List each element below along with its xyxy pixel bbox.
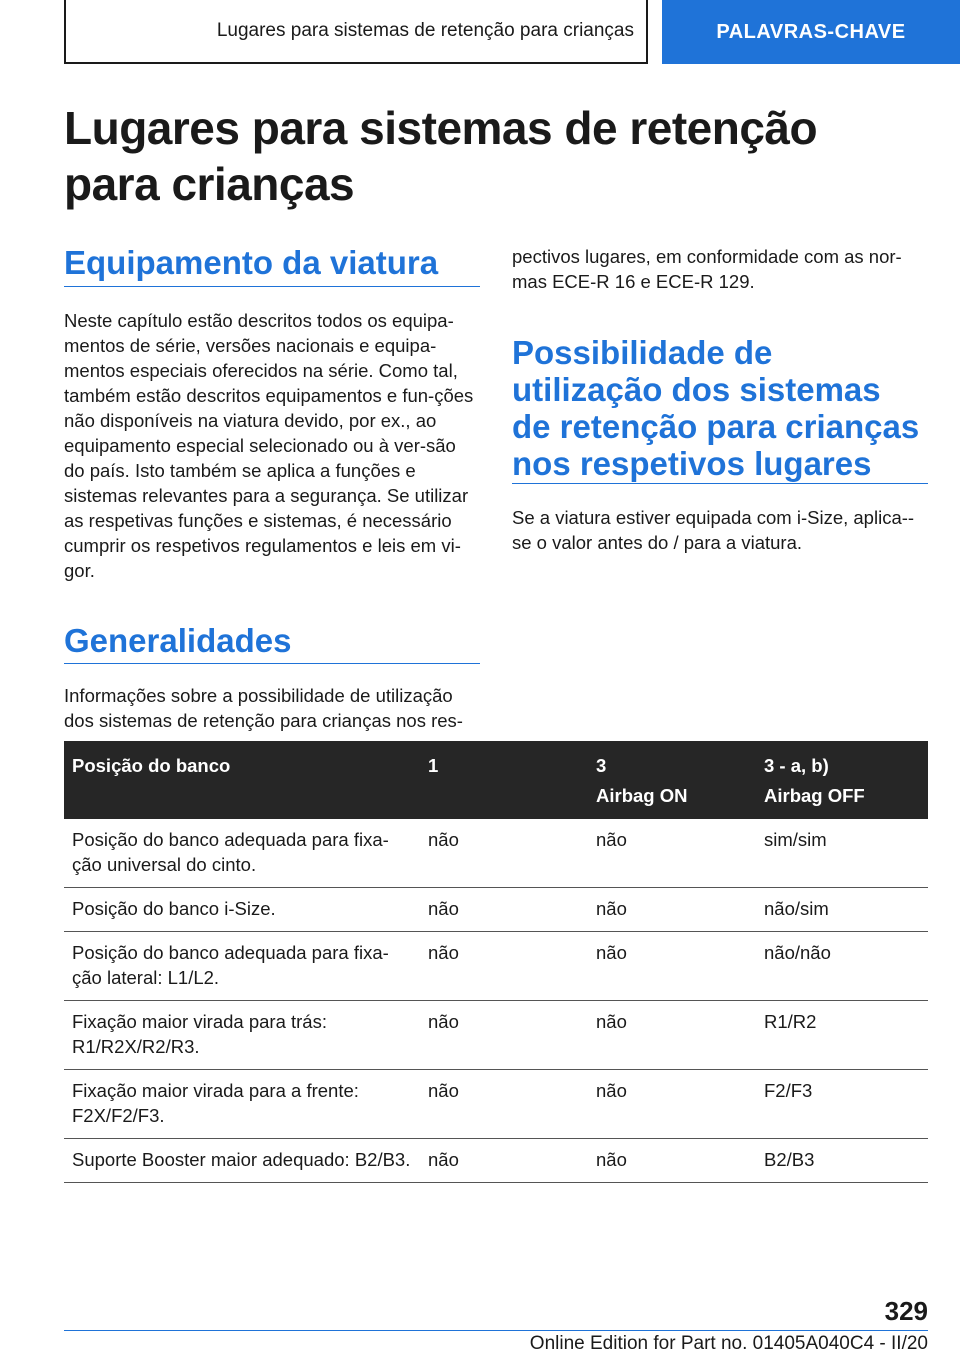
table-cell: não <box>588 1001 756 1070</box>
table-cell: F2/F3 <box>756 1070 928 1139</box>
paragraph-usage: Se a viatura estiver equipada com i-Size, aplica--se o valor antes do / para a viatura. <box>512 507 915 553</box>
heading-rule <box>512 483 928 484</box>
table-cell: Posição do banco adequada para fixa-ção lateral: L1/L2. <box>64 932 420 1001</box>
table-row <box>64 1070 928 1139</box>
table-header-cell: 1 <box>420 741 588 819</box>
table-cell: não <box>420 932 588 1001</box>
table-cell: Posição do banco i-Size. <box>64 888 420 932</box>
keywords-tab[interactable] <box>662 0 960 64</box>
table-cell: não <box>588 1070 756 1139</box>
heading-equipment: Equipamento da viatura <box>64 244 439 281</box>
table-cell: não <box>588 888 756 932</box>
table-cell: Fixação maior virada para a frente: F2X/F2/F3. <box>64 1070 420 1139</box>
table-cell: não <box>588 819 756 888</box>
table-cell: não <box>420 819 588 888</box>
table-header-cell: Posição do banco <box>64 741 420 819</box>
footer-rule <box>64 1330 928 1331</box>
heading-rule <box>64 663 480 664</box>
table-header-row <box>64 741 928 819</box>
page-number: 329 <box>884 1296 928 1326</box>
heading-general: Generalidades <box>64 622 292 659</box>
table-cell: não/não <box>756 932 928 1001</box>
table-row <box>64 888 928 932</box>
table-cell: Suporte Booster maior adequado: B2/B3. <box>64 1139 420 1183</box>
running-header <box>64 0 648 64</box>
paragraph-equipment: Neste capítulo estão descritos todos os equipa-mentos de série, versões nacionais e equipa-mentos especiais oferecidos na série. Como tal, também estão descritos equipamentos e fun-ções não disponíveis na viatura devido, por ex., ao equipamento especial selecionado ou à ver-são do país. Isto também se aplica a funções e sistemas relevantes para a segurança. Se utilizar as respetivas funções e sistemas, é necessário cumprir os respetivos regulamentos e leis em vi-gor. <box>64 310 474 581</box>
seat-position-table <box>64 741 928 1183</box>
page-title: Lugares para sistemas de retenção para crianças <box>64 102 818 210</box>
table-row <box>64 819 928 888</box>
paragraph-general-continued: pectivos lugares, em conformidade com as nor-mas ECE-R 16 e ECE-R 129. <box>512 246 902 292</box>
table-row <box>64 932 928 1001</box>
table-header-cell: 3 - a, b) Airbag OFF <box>756 741 928 819</box>
footer-edition: Online Edition for Part no. 01405A040C4 - II/20 <box>529 1333 928 1354</box>
table-row <box>64 1001 928 1070</box>
table-cell: não <box>420 1070 588 1139</box>
table-cell: sim/sim <box>756 819 928 888</box>
table-cell: não/sim <box>756 888 928 932</box>
keywords-tab-label: PALAVRAS-CHAVE <box>716 20 906 43</box>
table-cell: não <box>588 932 756 1001</box>
table-cell: não <box>588 1139 756 1183</box>
paragraph-general: Informações sobre a possibilidade de utilização dos sistemas de retenção para crianças nos res- <box>64 685 463 731</box>
table-header-cell: 3 Airbag ON <box>588 741 756 819</box>
heading-usage: Possibilidade de utilização dos sistemas de retenção para crianças nos respetivos lugares <box>512 334 920 482</box>
table-cell: não <box>420 888 588 932</box>
table-row <box>64 1139 928 1183</box>
table-cell: Posição do banco adequada para fixa-ção universal do cinto. <box>64 819 420 888</box>
table-cell: não <box>420 1001 588 1070</box>
table-cell: B2/B3 <box>756 1139 928 1183</box>
table-cell: R1/R2 <box>756 1001 928 1070</box>
running-header-title: Lugares para sistemas de retenção para crianças <box>216 20 634 41</box>
heading-rule <box>64 286 480 287</box>
table-cell: não <box>420 1139 588 1183</box>
table-cell: Fixação maior virada para trás: R1/R2X/R2/R3. <box>64 1001 420 1070</box>
